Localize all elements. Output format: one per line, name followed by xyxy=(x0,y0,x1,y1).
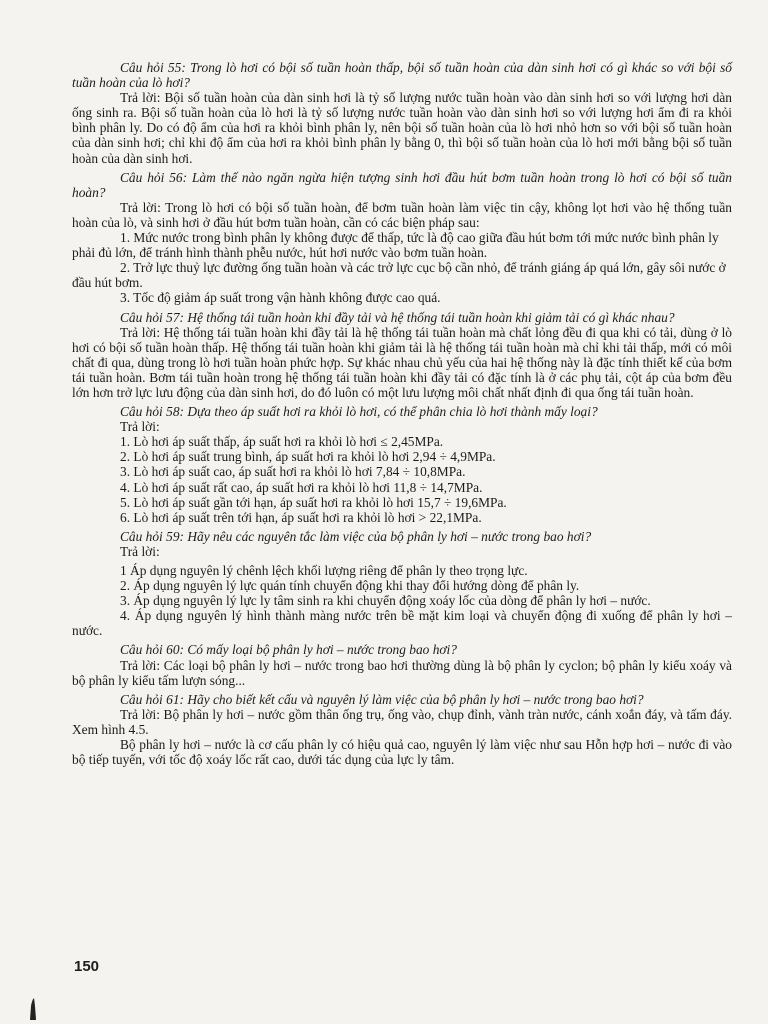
answer-61-extra: Bộ phân ly hơi – nước là cơ cấu phân ly có hiệu quả cao, nguyên lý làm việc như sau Hỗn hợp hơi – nước đi vào bộ tiếp tuyến, với tốc độ xoáy lốc rất cao, dưới tác dụng của lực ly tâm. xyxy=(72,737,732,768)
answer-58-item: 6. Lò hơi áp suất trên tới hạn, áp suất hơi ra khỏi lò hơi > 22,1MPa. xyxy=(120,509,482,525)
answer-59-item: 4. Áp dụng nguyên lý hình thành màng nước trên bề mặt kim loại và chuyển động đi xuống để phân ly hơi – nước. xyxy=(72,608,732,639)
question-57: Câu hỏi 57: Hệ thống tái tuần hoàn khi đầy tải và hệ thống tái tuần hoàn khi giảm tải có gì khác nhau? xyxy=(120,309,675,325)
question-55: Câu hỏi 55: Trong lò hơi có bội số tuần hoàn thấp, bội số tuần hoàn của dàn sinh hơi có gì khác so với bội số tuần hoàn của lò hơi? xyxy=(72,60,732,91)
answer-58-label: Trả lời: xyxy=(120,419,160,435)
answer-59-item: 3. Áp dụng nguyên lý lực ly tâm sinh ra khi chuyển động xoáy lốc của dòng để phân ly hơi – nước. xyxy=(120,593,651,609)
answer-60: Trả lời: Các loại bộ phân ly hơi – nước trong bao hơi thường dùng là bộ phân ly cyclon; bộ phân ly kiểu xoáy và bộ phân ly kiểu tấm lượn sóng... xyxy=(72,657,732,688)
answer-56-item: 3. Tốc độ giảm áp suất trong vận hành không được cao quá. xyxy=(120,290,441,306)
document-page xyxy=(72,60,732,767)
answer-61: Trả lời: Bộ phân ly hơi – nước gồm thân ống trụ, ống vào, chụp đỉnh, vành tràn nước, cánh xoắn đáy, và tấm đáy. Xem hình 4.5. xyxy=(72,706,732,737)
answer-58-item: 5. Lò hơi áp suất gần tới hạn, áp suất hơi ra khỏi lò hơi 15,7 ÷ 19,6MPa. xyxy=(120,494,507,510)
answer-56: Trả lời: Trong lò hơi có bội số tuần hoàn, để bơm tuần hoàn làm việc tin cậy, không lọt hơi vào hệ thống tuần hoàn của lò, và sinh hơi ở đầu hút bơm tuần hoàn, cần có các biện pháp sau: xyxy=(72,199,732,230)
answer-58-item: 2. Lò hơi áp suất trung bình, áp suất hơi ra khỏi lò hơi 2,94 ÷ 4,9MPa. xyxy=(120,449,496,465)
answer-55: Trả lời: Bội số tuần hoàn của dàn sinh hơi là tỷ số lượng nước tuần hoàn vào dàn sinh hơi so với lượng hơi dàn ống sinh ra. Bội số tuần hoàn của lò hơi là tỷ số lượng nước tuần hoàn vào dàn sinh hơi so với lượng hơi ẩm đi ra khỏi bình phân ly. Do có độ ẩm của hơi ra khỏi bình phân ly, nên bội số tuần hoàn của lò hơi nhỏ hơn so với bội số tuần hoàn của dàn sinh hơi; chỉ khi độ ẩm của hơi ra khỏi bình phân ly bằng 0, thì bội số tuần hoàn của lò hơi mới bằng bội số tuần hoàn của dàn sinh hơi. xyxy=(72,90,732,166)
answer-58-item: 3. Lò hơi áp suất cao, áp suất hơi ra khỏi lò hơi 7,84 ÷ 10,8MPa. xyxy=(120,464,466,480)
answer-56-item: 2. Trở lực thuỷ lực đường ống tuần hoàn và các trở lực cục bộ cần nhỏ, để tránh giáng áp quá lớn, gây sôi nước ở đầu hút bơm. xyxy=(72,260,726,291)
question-58: Câu hỏi 58: Dựa theo áp suất hơi ra khỏi lò hơi, có thể phân chia lò hơi thành mấy loại? xyxy=(120,404,598,420)
question-56: Câu hỏi 56: Làm thế nào ngăn ngừa hiện tượng sinh hơi đầu hút bơm tuần hoàn trong lò hơi có bội số tuần hoàn? xyxy=(72,169,732,200)
answer-59-item: 2. Áp dụng nguyên lý lực quán tính chuyển động khi thay đổi hướng dòng để phân ly. xyxy=(120,578,580,594)
answer-58-item: 4. Lò hơi áp suất rất cao, áp suất hơi ra khỏi lò hơi 11,8 ÷ 14,7MPa. xyxy=(120,479,483,495)
answer-57: Trả lời: Hệ thống tái tuần hoàn khi đầy tải là hệ thống tái tuần hoàn mà chất lỏng đều đi qua khi có tải, dùng ở lò hơi có bội số tuần hoàn thấp. Hệ thống tái tuần hoàn khi giảm tải là hệ thống tái tuần hoàn mà chỉ khi tải thấp, mới có môi chất đi qua, dùng trong lò hơi tuần hoàn phức hợp. Sự khác nhau chủ yếu của hai hệ thống này là đặc tính thiết kế của bơm tái tuần hoàn. Bơm tái tuần hoàn trong hệ thống tái tuần hoàn khi đầy tải có đặc tính là ở các phụ tải, cột áp của bơm đều lớn hơn trở lực lưu động của dàn sinh hơi, do đó luôn có một lưu lượng môi chất nhất định đi qua ống tái tuần hoàn. xyxy=(72,324,732,400)
page-number: 150 xyxy=(74,958,100,975)
question-59: Câu hỏi 59: Hãy nêu các nguyên tắc làm việc của bộ phân ly hơi – nước trong bao hơi? xyxy=(120,528,592,544)
answer-56-item: 1. Mức nước trong bình phân ly không được để thấp, tức là độ cao giữa đầu hút bơm tới mức nước bình phân ly phải đủ lớn, để tránh hình thành phễu nước, hút hơi nước vào bơm tuần hoàn. xyxy=(72,230,719,261)
question-61: Câu hỏi 61: Hãy cho biết kết cấu và nguyên lý làm việc của bộ phân ly hơi – nước trong bao hơi? xyxy=(120,691,644,707)
scan-artifact-icon xyxy=(26,996,38,1020)
question-60: Câu hỏi 60: Có mấy loại bộ phân ly hơi – nước trong bao hơi? xyxy=(120,642,457,658)
answer-59-item: 1 Áp dụng nguyên lý chênh lệch khối lượng riêng để phân ly theo trọng lực. xyxy=(120,563,528,578)
answer-58-item: 1. Lò hơi áp suất thấp, áp suất hơi ra khỏi lò hơi ≤ 2,45MPa. xyxy=(120,434,444,450)
answer-59-label: Trả lời: xyxy=(120,543,160,559)
